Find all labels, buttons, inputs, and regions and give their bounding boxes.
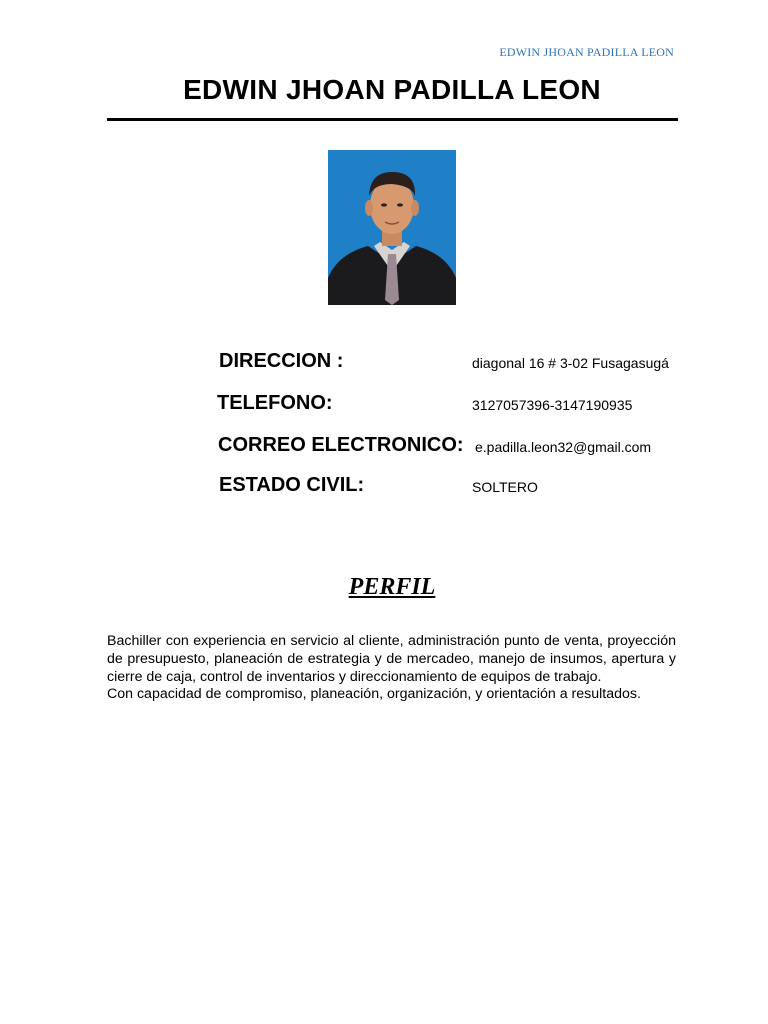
profile-section xyxy=(107,633,676,704)
email-label: CORREO ELECTRONICO: xyxy=(218,434,464,456)
profile-photo xyxy=(328,150,456,305)
profile-paragraph: Bachiller con experiencia en servicio al cliente, administración punto de venta, proyección de presupuesto, planeación de estrategia y de mercadeo, manejo de insumos, apertura y cierre de caja, control de inventarios y direccionamiento de equipos de trabajo. xyxy=(107,633,676,685)
running-header: EDWIN JHOAN PADILLA LEON xyxy=(499,45,674,59)
marital-status-value: SOLTERO xyxy=(472,479,538,495)
address-value: diagonal 16 # 3-02 Fusagasugá xyxy=(472,355,669,371)
phone-label: TELEFONO: xyxy=(217,392,333,414)
profile-heading: PERFIL xyxy=(348,574,436,600)
email-value[interactable]: e.padilla.leon32@gmail.com xyxy=(475,439,652,455)
phone-value: 3127057396-3147190935 xyxy=(472,397,633,413)
page-title: EDWIN JHOAN PADILLA LEON xyxy=(183,74,601,105)
person-portrait-icon xyxy=(328,150,456,305)
title-divider xyxy=(107,118,678,121)
marital-status-label: ESTADO CIVIL: xyxy=(219,474,365,496)
profile-paragraph: Con capacidad de compromiso, planeación, organización, y orientación a resultados. xyxy=(107,686,641,703)
address-label: DIRECCION : xyxy=(219,350,344,372)
